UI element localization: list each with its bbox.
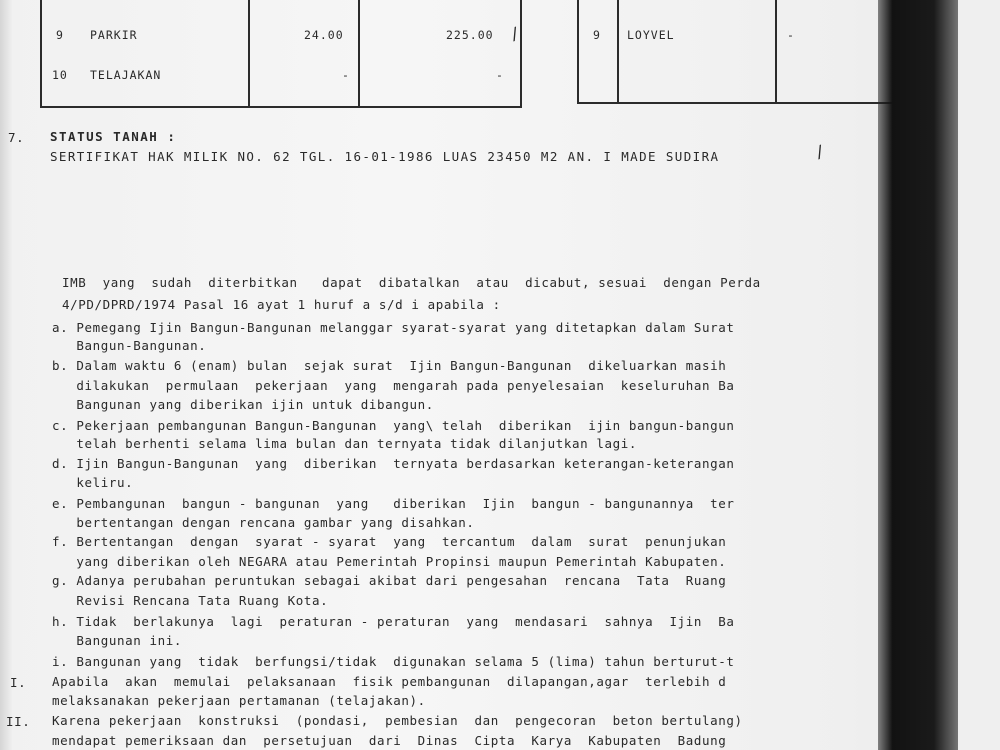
row-value: -: [787, 28, 795, 42]
body-line: 4/PD/DPRD/1974 Pasal 16 ayat 1 huruf a s/d i apabila :: [62, 297, 501, 312]
body-line: Bangun-Bangunan.: [52, 338, 207, 353]
body-line: bertentangan dengan rencana gambar yang disahkan.: [52, 515, 475, 530]
section-number: 7.: [8, 130, 25, 145]
table-divider: [617, 0, 619, 102]
margin-number: I.: [10, 675, 27, 690]
row-number: 9: [56, 28, 64, 42]
body-line: keliru.: [52, 475, 134, 490]
page-left-edge: [0, 0, 12, 750]
status-heading: STATUS TANAH :: [50, 129, 177, 144]
right-table: [577, 0, 911, 104]
margin-number: II.: [6, 714, 31, 729]
body-line: mendapat pemeriksaan dan persetujuan dari Dinas Cipta Karya Kabupaten Badung: [52, 733, 727, 748]
row-number: 9: [593, 28, 601, 42]
row-label: TELAJAKAN: [90, 68, 162, 82]
check-mark-icon: /: [812, 140, 828, 163]
body-line: Karena pekerjaan konstruksi (pondasi, pembesian dan pengecoran beton bertulang): [52, 713, 743, 728]
row-number: 10: [52, 68, 68, 82]
row-value: -: [342, 68, 350, 82]
body-line: Apabila akan memulai pelaksanaan fisik pembangunan dilapangan,agar terlebih d: [52, 674, 727, 689]
list-item-f: f. Bertentangan dengan syarat - syarat yang tercantum dalam surat penunjukan: [52, 534, 727, 549]
table-divider: [775, 0, 777, 102]
list-item-d: d. Ijin Bangun-Bangunan yang diberikan ternyata berdasarkan keterangan-keterangan: [52, 456, 735, 471]
list-item-i: i. Bangunan yang tidak berfungsi/tidak digunakan selama 5 (lima) tahun berturut-t: [52, 654, 735, 669]
body-line: melaksanakan pekerjaan pertamanan (telajakan).: [52, 693, 426, 708]
list-item-c: c. Pekerjaan pembangunan Bangun-Bangunan yang\ telah diberikan ijin bangun-bangun: [52, 418, 735, 433]
list-item-h: h. Tidak berlakunya lagi peraturan - peraturan yang mendasari sahnya Ijin Ba: [52, 614, 735, 629]
body-line: yang diberikan oleh NEGARA atau Pemerintah Propinsi maupun Pemerintah Kabupaten.: [52, 554, 727, 569]
row-label: LOYVEL: [627, 28, 675, 42]
left-table: [40, 0, 522, 108]
scan-shadow-band: [878, 0, 958, 750]
body-line: dilakukan permulaan pekerjaan yang mengarah pada penyelesaian keseluruhan Ba: [52, 378, 735, 393]
row-value: 225.00: [446, 28, 494, 42]
row-value: 24.00: [304, 28, 344, 42]
check-mark-icon: /: [507, 22, 523, 45]
body-line: Revisi Rencana Tata Ruang Kota.: [52, 593, 329, 608]
status-text: SERTIFIKAT HAK MILIK NO. 62 TGL. 16-01-1986 LUAS 23450 M2 AN. I MADE SUDIRA: [50, 149, 720, 164]
body-line: telah berhenti selama lima bulan dan ternyata tidak dilanjutkan lagi.: [52, 436, 638, 451]
row-value: -: [496, 68, 504, 82]
list-item-b: b. Dalam waktu 6 (enam) bulan sejak surat Ijin Bangun-Bangunan dikeluarkan masih: [52, 358, 727, 373]
body-line: Bangunan ini.: [52, 633, 183, 648]
list-item-e: e. Pembangunan bangun - bangunan yang diberikan Ijin bangun - bangunannya ter: [52, 496, 735, 511]
body-line: IMB yang sudah diterbitkan dapat dibatalkan atau dicabut, sesuai dengan Perda: [62, 275, 761, 290]
row-label: PARKIR: [90, 28, 138, 42]
body-line: Bangunan yang diberikan ijin untuk dibangun.: [52, 397, 434, 412]
table-divider: [248, 0, 250, 106]
list-item-a: a. Pemegang Ijin Bangun-Bangunan melanggar syarat-syarat yang ditetapkan dalam Surat: [52, 320, 735, 335]
list-item-g: g. Adanya perubahan peruntukan sebagai akibat dari pengesahan rencana Tata Ruang: [52, 573, 727, 588]
page-right-margin: [958, 0, 1000, 750]
table-divider: [358, 0, 360, 106]
